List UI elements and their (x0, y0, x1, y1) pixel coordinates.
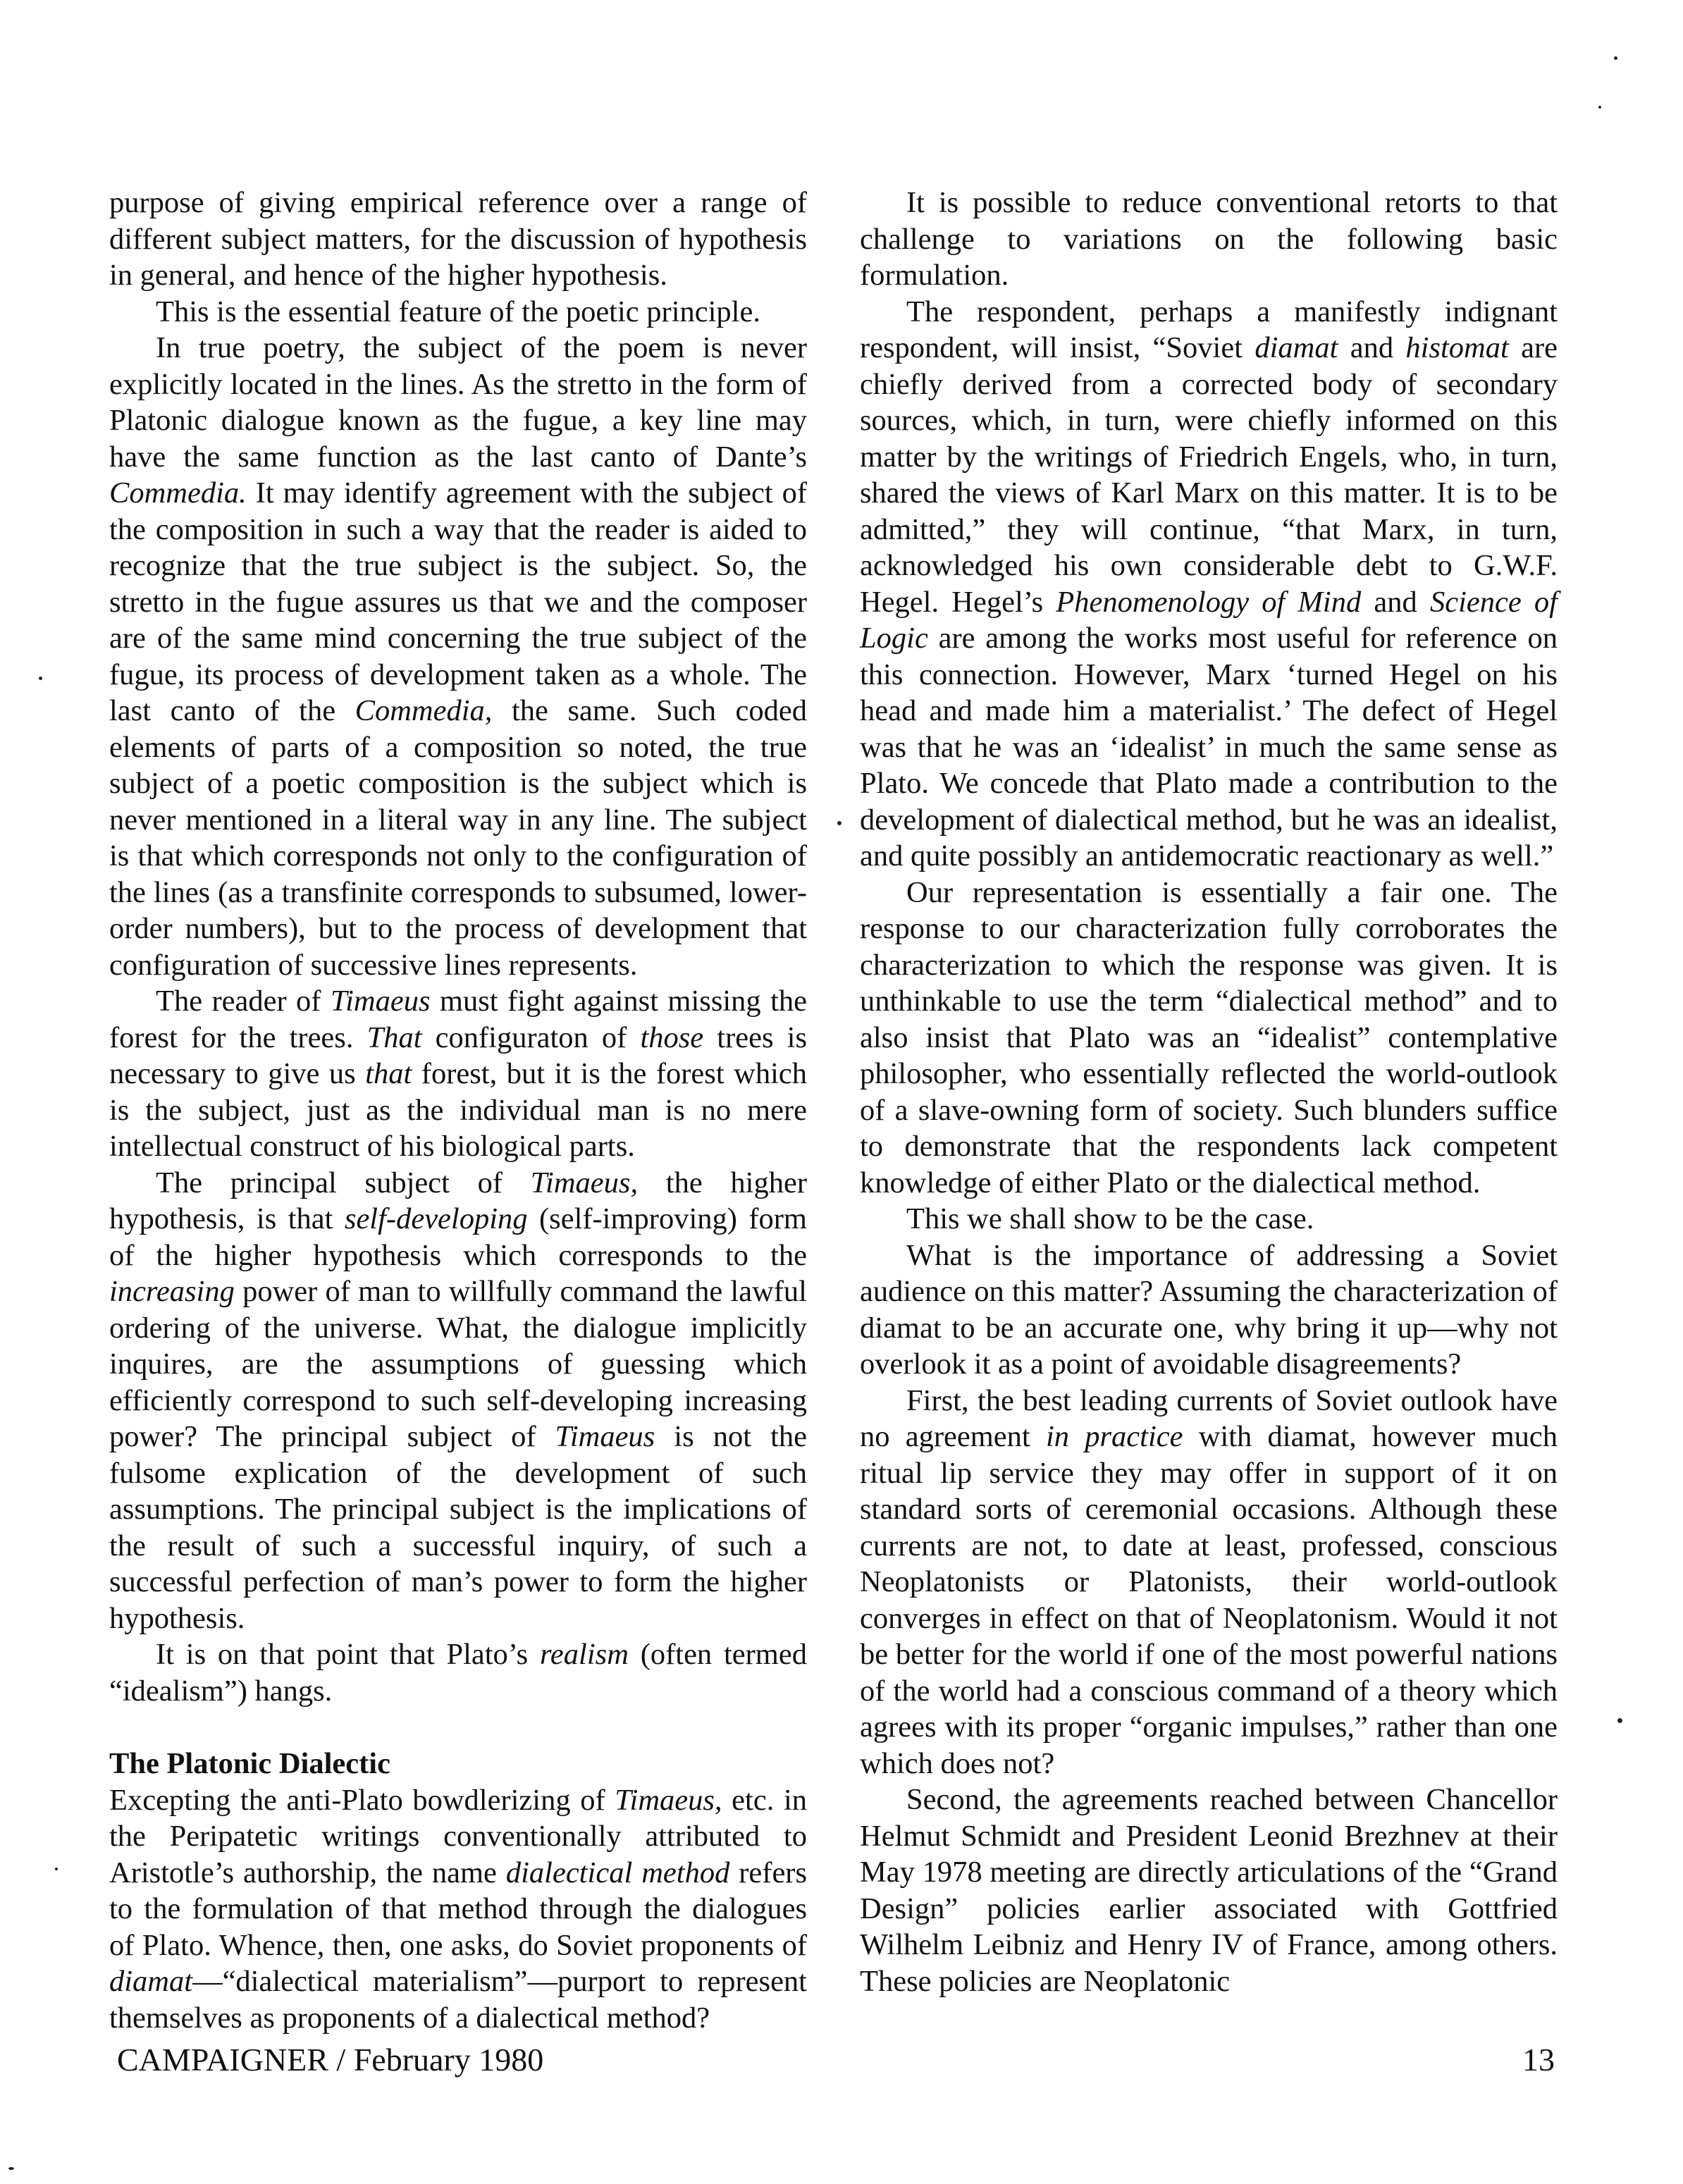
paragraph (109, 1165, 807, 1637)
text-run: trees is necessary to give us (109, 1020, 807, 1090)
italic-run: Timaeus, (530, 1166, 639, 1199)
paragraph (109, 1782, 807, 2037)
paragraph (860, 294, 1558, 875)
paragraph: This is the essential feature of the poetic principle. (156, 295, 760, 328)
text-run: The principal subject of (156, 1166, 531, 1199)
text-run: and (1338, 331, 1406, 364)
text-run: are among the works most useful for reference on this connection. However, Marx ‘turned Hegel on his head and made him a materialist.’ The defect of Hegel was that he was an ‘idealist’ in much the same sense as Plato. We concede that Plato made a contribution to the development of dialectical method, but he was an idealist, and quite possibly an antidemocratic reactionary as well.” (860, 622, 1558, 872)
text-run: It is on that point that Plato’s (156, 1638, 540, 1671)
text-run: the higher hypothesis, is that (109, 1166, 807, 1235)
text-run: the same. Such coded elements of parts of a composition so noted, the true subject of a poetic composition is the subject which is never mentioned in a literal way in any line. The subject is that which corresponds not only to the configuration of the lines (as a transfinite corresponds to subsumed, lower-order numbers), but to the process of development that configuration of successive lines represents. (109, 694, 807, 982)
paragraph (109, 330, 807, 983)
section-heading: The Platonic Dialectic (109, 1747, 390, 1780)
scan-speck (8, 2167, 14, 2170)
scan-speck (55, 1868, 58, 1870)
text-run: and (1361, 585, 1430, 619)
italic-run: That (366, 1020, 422, 1054)
italic-run: self-developing (344, 1202, 528, 1235)
left-column (109, 185, 807, 2036)
scan-speck (39, 677, 42, 680)
paragraph: Second, the agreements reached between Chancellor Helmut Schmidt and President Leonid Brezhnev at their May 1978 meeting are directly articulations of the “Grand Design” policies earlier associated with Gottfried Wilhelm Leibniz and Henry IV of France, among others. These policies are Neoplatonic (860, 1783, 1558, 1998)
page-number: 13 (1522, 2042, 1555, 2078)
text-run: forest, but it is the forest which is the subject, just as the individual man is no mere intellectual construct of his biological parts. (109, 1057, 807, 1163)
text-run: with diamat, however much ritual lip service they may offer in support of it on standard sorts of ceremonial occasions. Although these currents are not, to date at least, professed, conscious Neoplatonists or Platonists, their world-outlook converges in effect on that of Neoplatonism. Would it not be better for the world if one of the most powerful nations of the world had a conscious command of a theory which agrees with its proper “organic impulses,” rather than one which does not? (860, 1420, 1558, 1780)
text-run: First, the best leading currents of Soviet outlook have no agreement (860, 1383, 1558, 1453)
text-run: Excepting the anti-Plato bowdlerizing of (109, 1783, 615, 1817)
italic-run: diamat (109, 1965, 193, 1998)
paragraph: Our representation is essentially a fair one. The response to our characterization fully corroborates the characterization to which the response was given. It is unthinkable to use the term “dialectical method” and to also insist that Plato was an “idealist” contemplative philosopher, who essentially reflected the world-outlook of a slave-owning form of society. Such blunders suffice to demonstrate that the respondents lack competent knowledge of either Plato or the dialectical method. (860, 875, 1558, 1199)
paragraph (860, 1383, 1558, 1782)
italic-run: diamat (1254, 331, 1338, 364)
italic-run: dialectical method (505, 1856, 730, 1889)
paragraph: This we shall show to be the case. (906, 1202, 1314, 1235)
text-run: configuraton of (421, 1020, 641, 1054)
scan-speck (837, 821, 842, 825)
italic-run: realism (539, 1638, 629, 1671)
italic-run: Science of Logic (860, 585, 1558, 655)
text-run: The respondent, perhaps a manifestly indignant respondent, will insist, “Soviet (860, 295, 1558, 364)
text-run: The reader of (156, 985, 331, 1018)
text-run: It may identify agreement with the subject of the composition in such a way that the reader is aided to recognize that the true subject is the subject. So, the stretto in the fugue assures us that we and the composer are of the same mind concerning the true subject of the fugue, its process of development taken as a whole. The last canto of the (109, 476, 807, 727)
text-run: In true poetry, the subject of the poem is never explicitly located in the lines. As the stretto in the form of Platonic dialogue known as the fugue, a key line may have the same function as the last canto of Dante’s (109, 331, 807, 474)
text-run: (often termed “idealism”) hangs. (109, 1638, 807, 1708)
italic-run: Timaeus, (615, 1783, 722, 1817)
text-run: etc. in the Peripatetic writings conventionally attributed to Aristotle’s authorship, the name (109, 1783, 808, 1889)
scan-speck (1614, 56, 1617, 60)
text-run: are chiefly derived from a corrected body of secondary sources, which, in turn, were chiefly informed on this matter by the writings of Friedrich Engels, who, in turn, shared the views of Karl Marx on this matter. It is to be admitted,” they will continue, “that Marx, in turn, acknowledged his own considerable debt to G.W.F. Hegel. Hegel’s (860, 331, 1558, 619)
text-run: is not the fulsome explication of the development of such assumptions. The principal subject is the implications of the result of such a successful inquiry, of such a successful perfection of man’s power to form the higher hypothesis. (109, 1420, 807, 1635)
paragraph: What is the importance of addressing a Soviet audience on this matter? Assuming the characterization of diamat to be an accurate one, why bring it up—why not overlook it as a point of avoidable disagreements? (860, 1238, 1558, 1381)
italic-run: Phenomenology of Mind (1056, 585, 1362, 619)
italic-run: Timaeus (330, 985, 431, 1018)
scan-speck (1598, 106, 1601, 109)
text-run: —“dialectical materialism”—purport to represent themselves as proponents of a dialectical method? (109, 1965, 807, 2035)
italic-run: increasing (109, 1275, 235, 1308)
italic-run: those (640, 1020, 704, 1054)
text-run: power of man to willfully command the lawful ordering of the universe. What, the dialogue implicitly inquires, are the assumptions of guessing which efficiently correspond to such self-developing increasing power? The principal subject of (109, 1275, 807, 1453)
scan-speck (1617, 1718, 1622, 1723)
text-run: (self-improving) form of the higher hypothesis which corresponds to the (109, 1202, 807, 1272)
text-run: must fight against missing the forest for the trees. (109, 985, 808, 1054)
italic-run: Timaeus (555, 1420, 655, 1453)
text-run: refers to the formulation of that method through the dialogues of Plato. Whence, then, one asks, do Soviet proponents of (109, 1856, 807, 1962)
italic-run: in practice (1045, 1420, 1183, 1453)
right-column (860, 185, 1558, 1999)
paragraph (109, 1636, 807, 1709)
footer-publication: CAMPAIGNER / February 1980 (117, 2042, 544, 2078)
paragraph (109, 983, 807, 1165)
paragraph: It is possible to reduce conventional retorts to that challenge to variations on the following basic formulation. (860, 186, 1558, 292)
italic-run: Commedia. (109, 476, 247, 510)
italic-run: that (365, 1057, 412, 1090)
paragraph: purpose of giving empirical reference over a range of different subject matters, for the discussion of hypothesis in general, and hence of the higher hypothesis. (109, 186, 807, 292)
italic-run: Commedia, (355, 694, 493, 727)
italic-run: histomat (1405, 331, 1509, 364)
